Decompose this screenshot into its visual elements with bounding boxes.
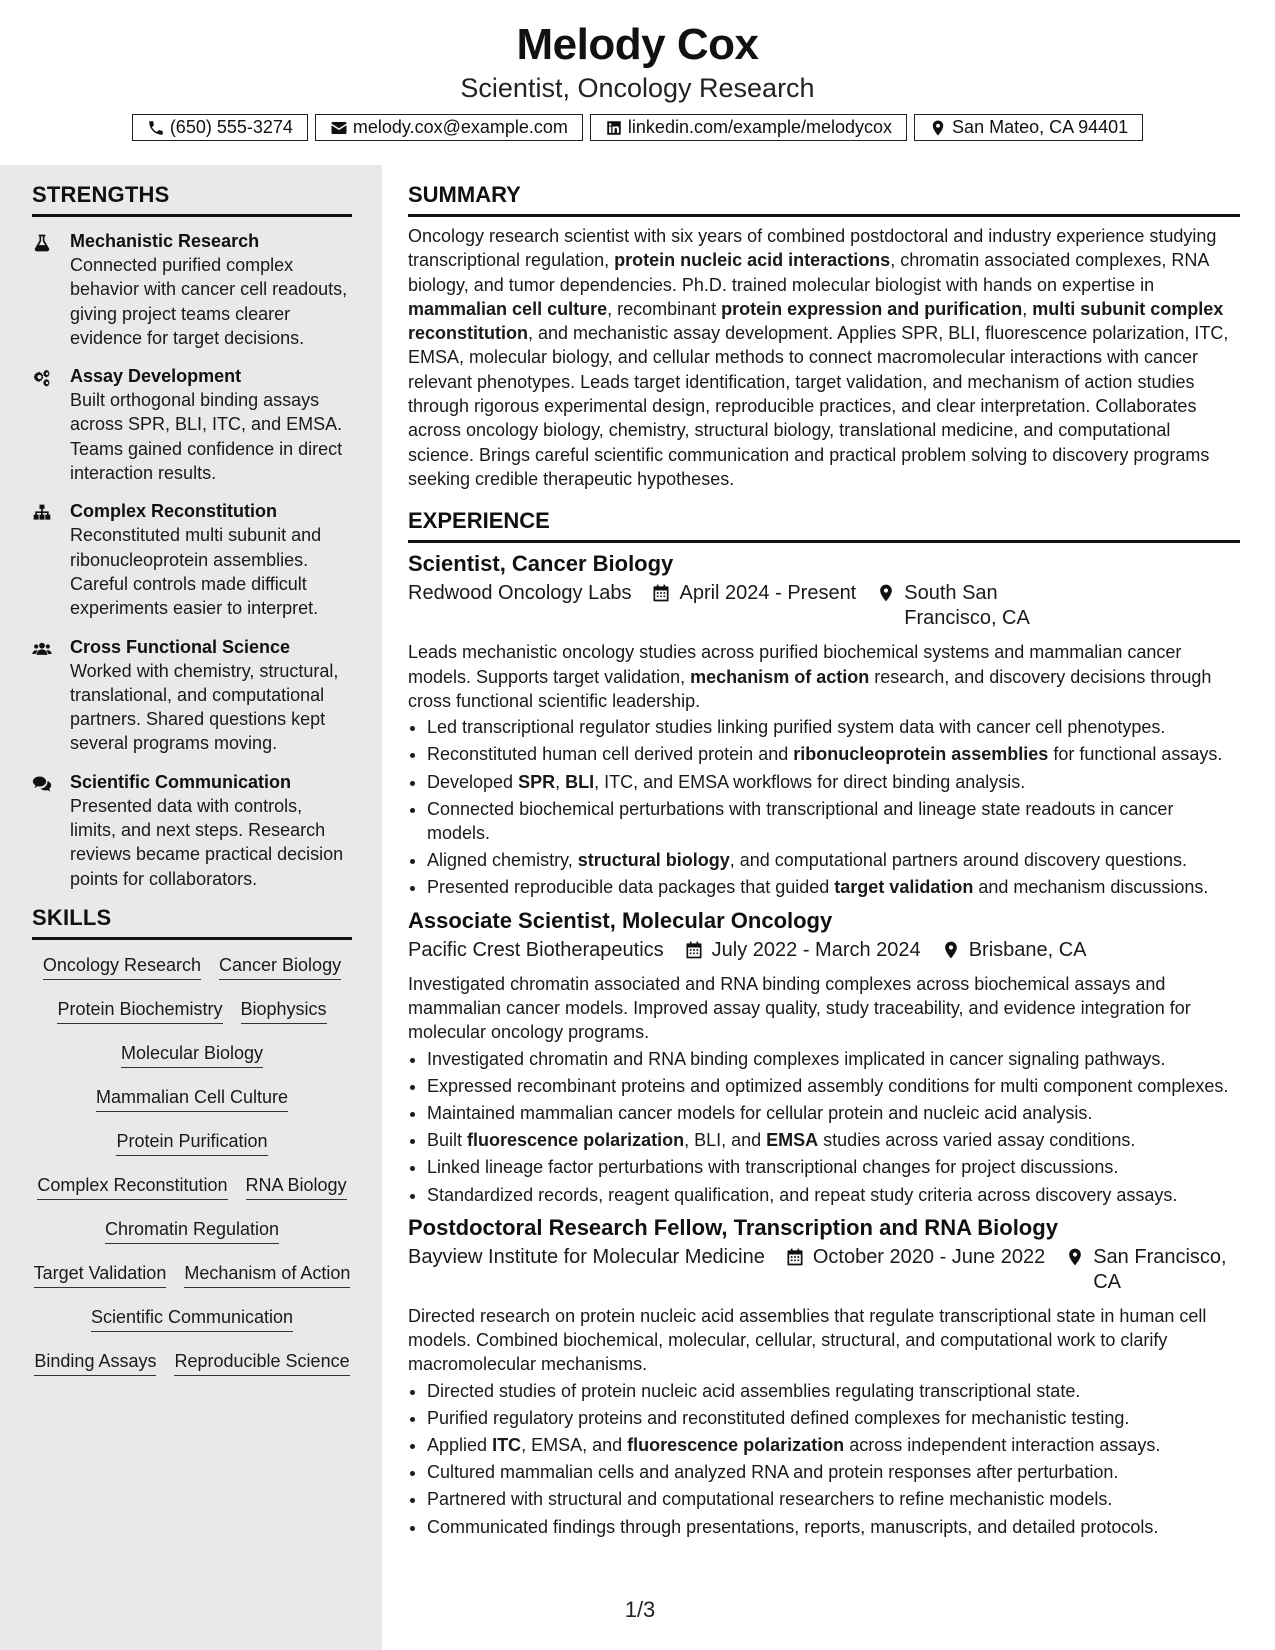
summary-heading: SUMMARY	[408, 182, 1240, 217]
skill-tag: Complex Reconstitution	[37, 1174, 227, 1200]
text-run: Expressed recombinant proteins and optimized assembly conditions for multi component complexes.	[427, 1075, 1229, 1096]
text-run: Cultured mammalian cells and analyzed RNA and protein responses after perturbation.	[427, 1462, 1119, 1483]
skill-tag: Molecular Biology	[121, 1042, 263, 1068]
strength-name: Assay Development	[70, 366, 242, 387]
text-run: Investigated chromatin and RNA binding complexes implicated in cancer signaling pathways.	[427, 1048, 1166, 1069]
job-title: Postdoctoral Research Fellow, Transcription and RNA Biology	[408, 1214, 1058, 1240]
job-location: Brisbane, CA	[968, 938, 1087, 961]
strength-item	[32, 499, 352, 620]
skills-list	[32, 954, 352, 1394]
text-run: Maintained mammalian cancer models for cellular protein and nucleic acid analysis.	[427, 1102, 1093, 1123]
text-run: ,	[1022, 298, 1033, 319]
text-run: Developed	[427, 771, 519, 792]
bold-text: ribonucleoprotein assemblies	[793, 744, 1049, 765]
company-name: Pacific Crest Biotherapeutics	[408, 938, 664, 961]
text-run: Linked lineage factor perturbations with transcriptional changes for project discussions.	[427, 1157, 1119, 1178]
candidate-name: Melody Cox	[516, 20, 759, 69]
bold-text: fluorescence polarization	[467, 1130, 685, 1151]
strength-item	[32, 364, 352, 485]
bold-text: mechanism of action	[690, 666, 870, 687]
text-run: ,	[555, 771, 566, 792]
skill-tag: Mechanism of Action	[184, 1262, 350, 1288]
email-icon	[330, 119, 348, 137]
text-run: Communicated findings through presentations, reports, manuscripts, and detailed protocols.	[427, 1516, 1159, 1537]
text-run: Presented reproducible data packages that guided	[427, 877, 835, 898]
text-run: research, and discovery decisions through cross functional scientific leadership.	[408, 666, 1212, 711]
bullet-item	[427, 1074, 1240, 1098]
strength-name: Mechanistic Research	[70, 231, 260, 251]
text-run: , ITC, and EMSA workflows for direct binding analysis.	[594, 771, 1026, 792]
strength-name: Cross Functional Science	[70, 636, 291, 657]
location-icon	[1065, 1247, 1085, 1267]
skill-tag: Scientific Communication	[91, 1306, 293, 1332]
company-name: Bayview Institute for Molecular Medicine	[408, 1245, 765, 1268]
text-run: across independent interaction assays.	[844, 1435, 1161, 1456]
bold-text: protein nucleic acid interactions	[614, 250, 891, 271]
skill-tag: Cancer Biology	[219, 954, 341, 980]
bold-text: BLI	[565, 771, 595, 792]
job-title: Associate Scientist, Molecular Oncology	[408, 907, 833, 933]
contact-linkedin[interactable]	[590, 114, 907, 141]
bold-text: EMSA	[766, 1130, 819, 1151]
text-run: Standardized records, reagent qualification, and repeat study criteria across discovery assays.	[427, 1184, 1178, 1205]
skills-heading: SKILLS	[32, 905, 352, 940]
text-run: Applied	[427, 1435, 493, 1456]
bullet-item	[427, 742, 1240, 766]
job-bullets	[408, 1379, 1240, 1539]
contact-phone[interactable]	[132, 114, 308, 141]
job-dates: April 2024 - Present	[679, 582, 857, 605]
job-meta	[408, 938, 1240, 963]
bold-text: SPR	[518, 771, 556, 792]
bold-text: ITC	[492, 1435, 522, 1456]
calendar-icon	[684, 940, 704, 960]
text-run: , and mechanistic assay development. Applies SPR, BLI, fluorescence polarization, ITC, EMSA, molecular biology, and cellular methods to connect macromolecular interactions with cancer relevant phenotypes. Leads target identification, target validation, and mechanism of action studies through rigorous experimental design, reproducible practices, and clear interpretation. Collaborates across oncology biology, chemistry, structural biology, translational medicine, and computational science. Brings careful scientific communication and practical problem solving to discovery programs seeking credible therapeutic hypotheses.	[408, 323, 1229, 489]
flask-icon	[32, 233, 52, 253]
job-dates: October 2020 - June 2022	[812, 1245, 1046, 1268]
skill-tag: RNA Biology	[246, 1174, 347, 1200]
calendar-icon	[651, 583, 671, 603]
strengths-heading: STRENGTHS	[32, 182, 352, 217]
page-number: 1/3	[624, 1597, 656, 1622]
text-run: Oncology research scientist with six years of combined postdoctoral and industry experience studying transcriptional regulation,	[408, 226, 1217, 271]
job-description	[408, 1304, 1240, 1377]
company-name: Redwood Oncology Labs	[408, 582, 632, 605]
strength-desc: Presented data with controls, limits, and next steps. Research reviews became practical decision points for collaborators.	[70, 795, 344, 889]
linkedin-icon	[605, 119, 623, 137]
bold-text: mammalian cell culture	[408, 298, 608, 319]
skill-tag: Biophysics	[241, 998, 327, 1024]
strength-desc: Connected purified complex behavior with cancer cell readouts, giving project teams clearer evidence for target decisions.	[70, 255, 348, 348]
job-dates: July 2022 - March 2024	[711, 938, 921, 961]
text-run: , and computational partners around discovery questions.	[729, 850, 1188, 871]
strength-name: Complex Reconstitution	[70, 501, 278, 522]
bullet-item	[427, 770, 1240, 794]
bullet-item	[427, 1183, 1240, 1207]
bullet-item	[427, 1155, 1240, 1179]
skill-tag: Binding Assays	[34, 1350, 156, 1376]
contact-location[interactable]	[914, 114, 1143, 141]
location-icon	[876, 583, 896, 603]
calendar-icon	[785, 1247, 805, 1267]
job-bullets	[408, 1047, 1240, 1207]
bullet-item	[427, 848, 1240, 872]
email-text: melody.cox@example.com	[352, 117, 568, 137]
skill-tag: Oncology Research	[43, 954, 201, 980]
text-run: Aligned chemistry,	[427, 850, 578, 871]
text-run: Reconstituted human cell derived protein and	[427, 744, 794, 765]
phone-icon	[147, 119, 165, 137]
text-run: Investigated chromatin associated and RNA binding complexes across biochemical assays and mammalian cancer models. Improved assay quality, study traceability, and evidence integration for molecular oncology programs.	[408, 973, 1191, 1043]
bold-text: structural biology	[577, 850, 730, 871]
resume-header	[0, 0, 1275, 165]
text-run: Directed research on protein nucleic acid assemblies that regulate transcriptional state in human cell models. Combined biochemical, molecular, cellular, structural, and computational work to clarify macromolecular mechanisms.	[408, 1305, 1207, 1375]
text-run: , recombinant	[607, 298, 722, 319]
bullet-item	[427, 1515, 1240, 1539]
bullet-item	[427, 1433, 1240, 1457]
strength-desc: Reconstituted multi subunit and ribonucleoprotein assemblies. Careful controls made difficult experiments easier to interpret.	[70, 525, 322, 619]
job-entry	[408, 549, 1240, 899]
strength-name: Scientific Communication	[70, 771, 292, 792]
location-icon	[941, 940, 961, 960]
bullet-item	[427, 1379, 1240, 1403]
experience-heading: EXPERIENCE	[408, 508, 1240, 543]
summary-text	[408, 224, 1240, 491]
text-run: Connected biochemical perturbations with transcriptional and lineage state readouts in cancer models.	[427, 798, 1174, 844]
job-bullets	[408, 715, 1240, 900]
text-run: , chromatin associated complexes, RNA biology, and tumor dependencies. Ph.D. trained molecular biologist with hands on expertise in	[408, 250, 1209, 295]
text-run: Purified regulatory proteins and reconstituted defined complexes for mechanistic testing.	[427, 1407, 1130, 1428]
experience-list	[408, 549, 1240, 1539]
main-content	[408, 182, 1240, 1542]
bullet-item	[427, 715, 1240, 739]
bullet-item	[427, 1101, 1240, 1125]
job-location: South San Francisco, CA	[904, 582, 1030, 630]
gears-icon	[32, 368, 52, 388]
bold-text: multi subunit complex reconstitution	[408, 298, 1224, 344]
sitemap-icon	[32, 503, 52, 523]
bullet-item	[427, 797, 1240, 846]
strengths-list	[32, 229, 352, 891]
text-run: Directed studies of protein nucleic acid assemblies regulating transcriptional state.	[427, 1380, 1081, 1401]
bullet-item	[427, 1406, 1240, 1430]
location-text: San Mateo, CA 94401	[952, 117, 1129, 137]
text-run: studies across varied assay conditions.	[818, 1130, 1136, 1151]
strength-item	[32, 770, 352, 891]
text-run: , BLI, and	[684, 1130, 767, 1151]
bold-text: target validation	[834, 877, 974, 898]
candidate-title: Scientist, Oncology Research	[460, 73, 815, 103]
job-entry	[408, 1213, 1240, 1539]
skill-tag: Target Validation	[34, 1262, 167, 1288]
text-run: and mechanism discussions.	[973, 877, 1209, 898]
bold-text: protein expression and purification	[721, 298, 1023, 319]
skill-tag: Mammalian Cell Culture	[96, 1086, 288, 1112]
location-icon	[929, 119, 947, 137]
skill-tag: Protein Purification	[116, 1130, 267, 1156]
bold-text: fluorescence polarization	[627, 1435, 845, 1456]
strength-item	[32, 229, 352, 350]
job-description	[408, 640, 1240, 713]
bullet-item	[427, 1047, 1240, 1071]
contact-bar	[0, 114, 1275, 141]
job-meta	[408, 581, 1240, 631]
bullet-item	[427, 1487, 1240, 1511]
users-icon	[32, 639, 52, 659]
sidebar	[0, 165, 382, 1650]
job-title: Scientist, Cancer Biology	[408, 551, 674, 577]
strength-desc: Worked with chemistry, structural, translational, and computational partners. Shared questions kept several programs moving.	[70, 660, 339, 754]
bullet-item	[427, 1460, 1240, 1484]
skill-tag: Protein Biochemistry	[57, 998, 222, 1024]
text-run: Partnered with structural and computational researchers to refine mechanistic models.	[427, 1489, 1113, 1510]
bullet-item	[427, 875, 1240, 899]
text-run: Led transcriptional regulator studies linking purified system data with cancer cell phenotypes.	[427, 717, 1166, 738]
job-entry	[408, 906, 1240, 1207]
text-run: for functional assays.	[1048, 744, 1223, 765]
bullet-item	[427, 1128, 1240, 1152]
text-run: Built	[427, 1130, 468, 1151]
job-location: San Francisco, CA	[1093, 1245, 1227, 1293]
job-description	[408, 972, 1240, 1045]
phone-text: (650) 555-3274	[169, 117, 293, 137]
text-run: , EMSA, and	[521, 1435, 628, 1456]
strength-desc: Built orthogonal binding assays across SPR, BLI, ITC, and EMSA. Teams gained confidence in direct interaction results.	[70, 390, 343, 484]
contact-email[interactable]	[315, 114, 583, 141]
skill-tag: Chromatin Regulation	[105, 1218, 279, 1244]
linkedin-text: linkedin.com/example/melodycox	[627, 117, 893, 137]
strength-item	[32, 635, 352, 756]
skill-tag: Reproducible Science	[174, 1350, 349, 1376]
comments-icon	[32, 774, 52, 794]
text-run: Leads mechanistic oncology studies across purified biochemical systems and mammalian cancer models. Supports target validation,	[408, 642, 1182, 687]
job-meta	[408, 1245, 1240, 1295]
